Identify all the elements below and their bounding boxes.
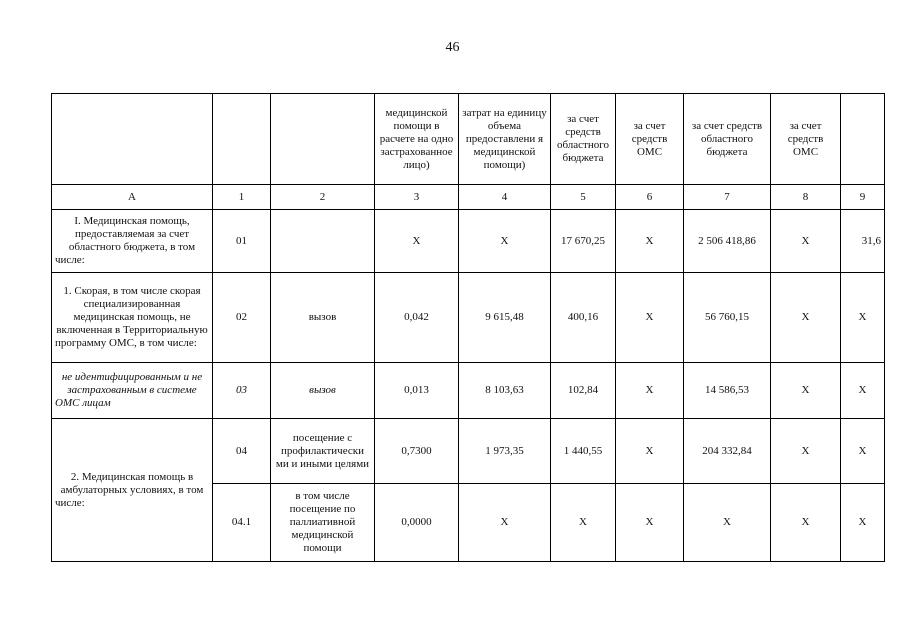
cell-c4: X: [459, 484, 551, 562]
cell-c7: 2 506 418,86: [684, 210, 771, 273]
index-cell: 7: [684, 185, 771, 210]
row-code: 04.1: [213, 484, 271, 562]
cell-c5: X: [551, 484, 616, 562]
cell-c7: 204 332,84: [684, 419, 771, 484]
cell-c7: 56 760,15: [684, 273, 771, 363]
cell-c3: X: [375, 210, 459, 273]
cell-c6: X: [616, 484, 684, 562]
header-cell-8: за счет средств ОМС: [771, 94, 841, 185]
cell-c9: X: [841, 363, 885, 419]
row-code: 03: [213, 363, 271, 419]
index-cell: 9: [841, 185, 885, 210]
cell-c6: X: [616, 363, 684, 419]
cell-c3: 0,0000: [375, 484, 459, 562]
cell-c4: X: [459, 210, 551, 273]
header-cell-3: медицинской помощи в расчете на одно застрахованное лицо): [375, 94, 459, 185]
header-row: [52, 94, 885, 185]
page-number: 46: [445, 40, 460, 55]
header-cell-7: за счет средств областного бюджета: [684, 94, 771, 185]
row-code: 02: [213, 273, 271, 363]
cell-c9: X: [841, 484, 885, 562]
cell-c8: X: [771, 210, 841, 273]
cell-c8: X: [771, 419, 841, 484]
table-row: [52, 273, 885, 363]
cell-c4: 8 103,63: [459, 363, 551, 419]
cell-c8: X: [771, 484, 841, 562]
row-unit: [271, 210, 375, 273]
header-cell-a: [52, 94, 213, 185]
cell-c4: 9 615,48: [459, 273, 551, 363]
index-cell: 1: [213, 185, 271, 210]
header-cell-4: затрат на единицу объема предоставлени я медицинской помощи): [459, 94, 551, 185]
index-cell: 5: [551, 185, 616, 210]
index-cell: 4: [459, 185, 551, 210]
cell-c3: 0,042: [375, 273, 459, 363]
cell-c8: X: [771, 363, 841, 419]
header-cell-5: за счет средств областного бюджета: [551, 94, 616, 185]
cell-c7: 14 586,53: [684, 363, 771, 419]
cell-c5: 1 440,55: [551, 419, 616, 484]
cell-c6: X: [616, 210, 684, 273]
index-cell: 3: [375, 185, 459, 210]
index-cell: 6: [616, 185, 684, 210]
row-code: 01: [213, 210, 271, 273]
table-row: [52, 210, 885, 273]
index-cell: 8: [771, 185, 841, 210]
header-cell-1: [213, 94, 271, 185]
cell-c4: 1 973,35: [459, 419, 551, 484]
row-unit: вызов: [271, 273, 375, 363]
cell-c6: X: [616, 273, 684, 363]
cell-c8: X: [771, 273, 841, 363]
row-description: I. Медицинская помощь, предоставляемая за счет областного бюджета, в том числе:: [52, 210, 213, 273]
cell-c9: 31,6: [841, 210, 885, 273]
row-description: 2. Медицинская помощь в амбулаторных условиях, в том числе:: [52, 419, 213, 562]
cell-c9: X: [841, 273, 885, 363]
header-cell-9: [841, 94, 885, 185]
table-row: [52, 419, 885, 484]
row-unit: вызов: [271, 363, 375, 419]
cell-c5: 17 670,25: [551, 210, 616, 273]
table-row: [52, 363, 885, 419]
row-unit: в том числе посещение по паллиативной медицинской помощи: [271, 484, 375, 562]
row-description: не идентифицированным и не застрахованным в системе ОМС лицам: [52, 363, 213, 419]
data-table: [51, 93, 885, 562]
index-cell: 2: [271, 185, 375, 210]
column-index-row: [52, 185, 885, 210]
cell-c7: X: [684, 484, 771, 562]
cell-c9: X: [841, 419, 885, 484]
header-cell-2: [271, 94, 375, 185]
header-cell-6: за счет средств ОМС: [616, 94, 684, 185]
cell-c5: 102,84: [551, 363, 616, 419]
cell-c3: 0,7300: [375, 419, 459, 484]
row-description: 1. Скорая, в том числе скорая специализированная медицинская помощь, не включенная в Территориальную программу ОМС, в том числе:: [52, 273, 213, 363]
cell-c5: 400,16: [551, 273, 616, 363]
cell-c6: X: [616, 419, 684, 484]
row-code: 04: [213, 419, 271, 484]
index-cell: А: [52, 185, 213, 210]
cell-c3: 0,013: [375, 363, 459, 419]
row-unit: посещение с профилактически ми и иными целями: [271, 419, 375, 484]
